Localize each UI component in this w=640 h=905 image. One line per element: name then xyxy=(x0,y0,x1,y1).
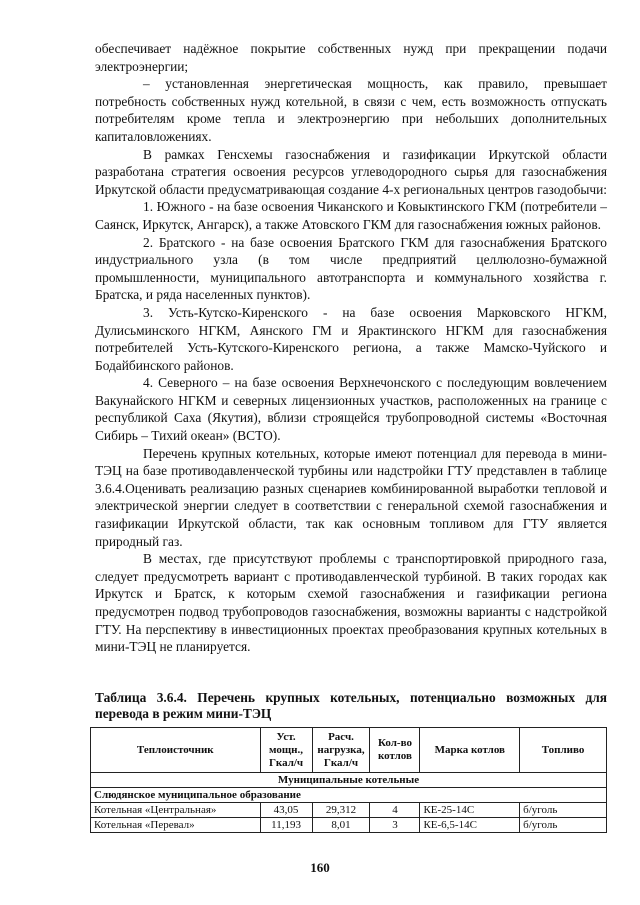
table-cell: 43,05 xyxy=(260,803,312,818)
subsection-row xyxy=(91,788,607,803)
header-cell: Теплоисточник xyxy=(91,728,261,773)
table-row xyxy=(91,818,607,833)
paragraph: – установленная энергетическая мощность, как правило, превышает потребность собственных нужд котельной, в связи с чем, есть возможность отпускать потребителям кроме тепла и электроэнергию при небольших дополнительных капиталовложениях. xyxy=(95,76,607,144)
table-cell: Котельная «Центральная» xyxy=(91,803,261,818)
header-cell: Кол-во котлов xyxy=(370,728,420,773)
header-cell: Уст. мощн., Гкал/ч xyxy=(260,728,312,773)
paragraph: В рамках Генсхемы газоснабжения и газификации Иркутской области разработана стратегия освоения ресурсов углеводородного сырья для газоснабжения Иркутской области предусматривающая создание 4-х региональных центров газодобычи: xyxy=(95,146,607,197)
paragraph: обеспечивает надёжное покрытие собственных нужд при прекращении подачи электроэнергии; xyxy=(95,41,607,74)
table-cell: КЕ-6,5-14С xyxy=(420,818,520,833)
paragraph: 1. Южного - на базе освоения Чиканского и Ковыктинского ГКМ (потребители – Саянск, Иркутск, Ангарск), а также Атовского ГКМ для газоснабжения южных районов. xyxy=(95,199,607,232)
section-row xyxy=(91,773,607,788)
table-cell: 8,01 xyxy=(312,818,370,833)
boiler-table xyxy=(90,727,607,833)
paragraph: В местах, где присутствуют проблемы с транспортировкой природного газа, следует предусмотреть вариант с противодавленческой турбиной. В таких городах как Иркутск и Братск, к которым схемой газоснабжения и газификации региона предусмотрен подвод трубопроводов газоснабжения, возможны варианты с надстройкой ГТУ. На перспективу в инвестиционных проектах преобразования крупных котельных в мини-ТЭЦ не планируется. xyxy=(95,551,607,655)
table-row xyxy=(91,803,607,818)
table-cell: 11,193 xyxy=(260,818,312,833)
table-cell: б/уголь xyxy=(520,803,607,818)
section-title: Муниципальные котельные xyxy=(91,773,607,788)
subsection-title: Слюдянское муниципальное образование xyxy=(91,788,607,803)
paragraph: 3. Усть-Кутско-Киренского - на базе освоения Марковского НГКМ, Дулисьминского НГКМ, Аянского ГМ и Ярактинского НГКМ для газоснабжения потребителей Усть-Кутского-Киренского региона, а также Мамско-Чуйского и Бодайбинского районов. xyxy=(95,304,607,373)
table-cell: 29,312 xyxy=(312,803,370,818)
table-cell: КЕ-25-14С xyxy=(420,803,520,818)
table-cell: Котельная «Перевал» xyxy=(91,818,261,833)
table-caption: Таблица 3.6.4. Перечень крупных котельных, потенциально возможных для перевода в режим мини-ТЭЦ xyxy=(95,690,607,721)
paragraph: 2. Братского - на базе освоения Братского ГКМ для газоснабжения Братского индустриального узла (в том числе предприятий целлюлозно-бумажной промышленности, муниципального автотранспорта и коммунального хозяйства г. Братска, и ряда населенных пунктов). xyxy=(95,234,607,303)
paragraph: Перечень крупных котельных, которые имеют потенциал для перевода в мини-ТЭЦ на базе противодавленческой турбины или надстройки ГТУ представлен в таблице 3.6.4.Оценивать реализацию разных сценариев комбинированной выработки тепловой и электрической энергии следует в соответствии с генеральной схемой газоснабжения и газификации Иркутской области, так как основным топливом для ГТУ является природный газ. xyxy=(95,445,607,549)
body-text xyxy=(95,40,607,656)
table-cell: 4 xyxy=(370,803,420,818)
table-cell: 3 xyxy=(370,818,420,833)
page-number: 160 xyxy=(310,860,330,875)
header-cell: Топливо xyxy=(520,728,607,773)
header-cell: Марка котлов xyxy=(420,728,520,773)
table-cell: б/уголь xyxy=(520,818,607,833)
paragraph: 4. Северного – на базе освоения Верхнечонского с последующим вовлечением Вакунайского НГКМ и северных лицензионных участков, расположенных на границе с республикой Саха (Якутия), вблизи строящейся трубопроводной системы «Восточная Сибирь – Тихий океан» (ВСТО). xyxy=(95,375,607,444)
header-cell: Расч. нагрузка, Гкал/ч xyxy=(312,728,370,773)
table-header-row xyxy=(91,728,607,773)
